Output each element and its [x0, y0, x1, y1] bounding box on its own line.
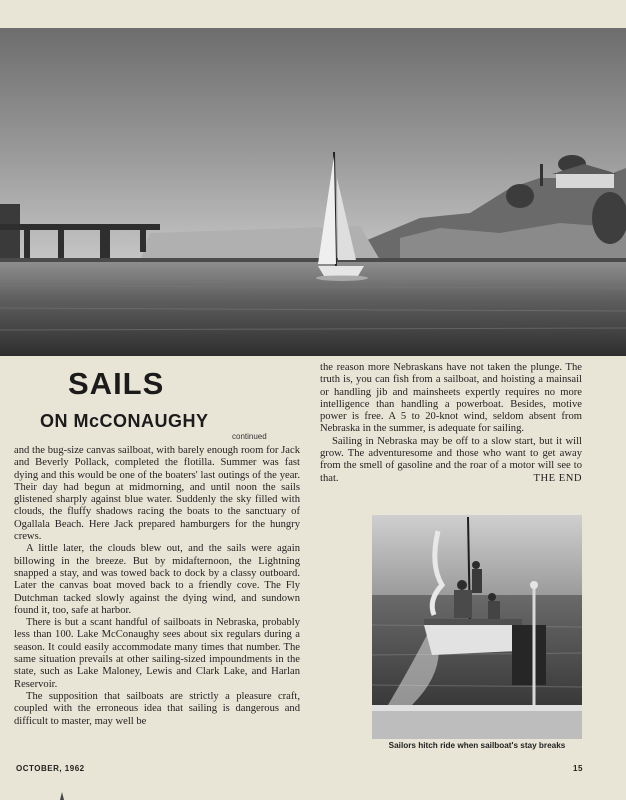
hero-photo-sailboat-on-lake: [0, 28, 626, 356]
paragraph: Sailing in Nebraska may be off to a slow start, but it will grow. The adventuresome and those who want to get away from the smell of gasoline and the roar of a motor will see to that.: [320, 435, 582, 484]
footer-issue-date: OCTOBER, 1962: [16, 764, 85, 773]
article-title: SAILS: [68, 366, 165, 401]
photo-caption: Sailors hitch ride when sailboat's stay breaks: [388, 741, 566, 750]
inset-photo-sailors-towed: [372, 515, 582, 739]
page-number: 15: [573, 764, 583, 773]
inset-photo-graphic: [372, 515, 582, 739]
left-text-column: [14, 445, 300, 728]
paragraph: A little later, the clouds blew out, and the sails were again billowing in the breeze. But by midafternoon, the Lightning snapped a stay, and was towed back to dock by a classy outboard. Later the canvas boat moved back to a friendly cove. The Fly Dutchman tacked slowly against the dying wind, and sundown found it, too, safe at harbor.: [14, 543, 300, 616]
right-text-column: [320, 362, 582, 485]
end-mark: THE END: [533, 472, 582, 484]
article-subtitle: ON McCONAUGHY: [40, 411, 209, 431]
paragraph: the reason more Nebraskans have not taken the plunge. The truth is, you can fish from a sailboat, and hoisting a mainsail or handling jib and mainsheets expertly requires no more intelligence than handling a powerboat. Besides, motive power is free. A 5 to 20-knot wind, seldom absent from Nebraska in the summer, is adequate for sailing.: [320, 362, 582, 435]
paragraph: There is but a scant handful of sailboats in Nebraska, probably less than 100. Lake McConaughy sees about six regulars during a season. It could easily accommodate many times that number. The same situation prevails at other sailing-sized impoundments in the state, such as Lake Maloney, Lewis and Clark Lake, and Harlan Reservoir.: [14, 617, 300, 690]
smudge-mark: [58, 790, 70, 800]
continued-note: continued: [232, 432, 267, 441]
paragraph: and the bug-size canvas sailboat, with barely enough room for Jack and Beverly Pollack, completed the flotilla. Summer was fast dying and this would be one of the boaters' last outings of the year. Their day had begun at midmorning, and until noon the sails glistened sharply against blue water. Suddenly the sky filled with clouds, the fluffy shadows racing the boats to the sanctuary of Ogallala Beach. Here Jack prepared hamburgers for the hungry crews.: [14, 445, 300, 543]
paragraph: The supposition that sailboats are strictly a pleasure craft, coupled with the erroneous idea that sailing is dangerous and difficult to master, may well be: [14, 690, 300, 727]
paragraph-with-end: [320, 436, 582, 485]
hero-photo-graphic: [0, 28, 626, 356]
